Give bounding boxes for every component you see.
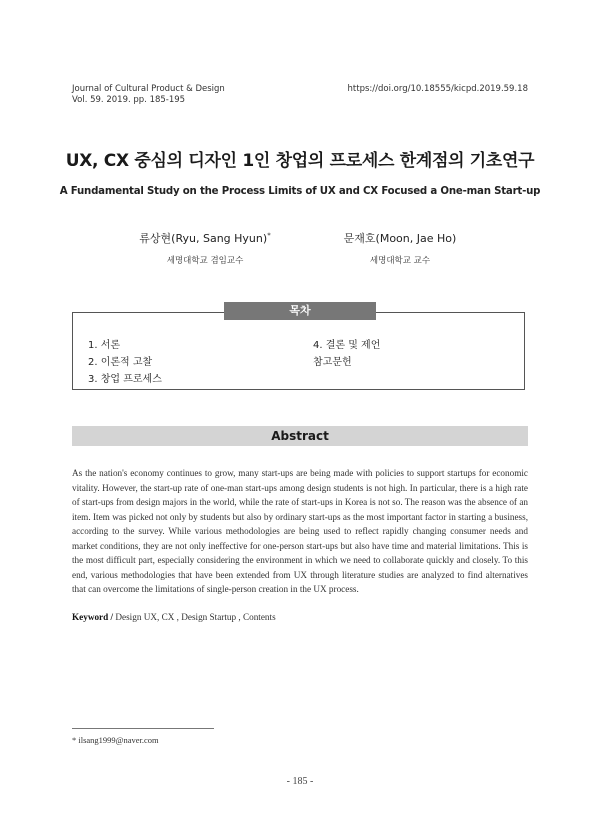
author-1-affiliation: 세명대학교 겸임교수 (166, 256, 244, 266)
paper-title-korean: UX, CX 중심의 디자인 1인 창업의 프로세스 한계점의 기초연구 (65, 151, 535, 171)
author-1-mark: * (267, 231, 271, 240)
toc-item-introduction: 1. 서론 (88, 340, 121, 351)
paper-title-english: A Fundamental Study on the Process Limits of UX and CX Focused a One-man Start-up (59, 186, 541, 197)
journal-volume: Vol. 59. 2019. pp. 185-195 (72, 95, 186, 105)
journal-header (72, 84, 225, 106)
toc-item-theory: 2. 이론적 고찰 (88, 357, 153, 368)
author-2 (315, 230, 485, 266)
keyword-line (72, 612, 528, 622)
footnote-email: * ilsang1999@naver.com (72, 735, 159, 745)
abstract-text: As the nation's economy continues to grow, many start-ups are being made with policies to support startups for economic vitality. However, the start-up rate of one-man start-ups among design students is not high. In particular, there is a high rate of start-ups from design majors in the world, while the rate of start-ups in Korea is not so. The reason was the absence of an item. Item was picked not only by students but also by ordinary start-ups as the most important factor in starting a business, according to the survey. While various methodologies are being used to reflect rapidly changing consumer needs and market conditions, they are not only ineffective for one-person start-ups but also have time and material limitations. This is the most difficult part, especially considering the environment in which we need to collaborate quickly and closely. To this end, various methodologies that have been extended from UX through literature studies are analyzed to find alternatives that can overcome the limitations of single-person creation in the UX process. (72, 468, 528, 594)
author-1-name: 류상현(Ryu, Sang Hyun)* (139, 231, 271, 245)
footnote-divider (72, 728, 214, 729)
journal-name: Journal of Cultural Product & Design (72, 84, 225, 94)
table-of-contents-label: 목차 (224, 302, 376, 320)
author-2-affiliation: 세명대학교 교수 (369, 256, 431, 266)
doi-link[interactable]: https://doi.org/10.18555/kicpd.2019.59.18 (347, 84, 528, 94)
toc-item-process: 3. 창업 프로세스 (88, 374, 162, 385)
page-number: - 185 - (286, 776, 314, 787)
keyword-text: Design UX, CX , Design Startup , Contents (115, 612, 276, 622)
keyword-label: Keyword / (72, 612, 114, 622)
toc-item-references: 참고문헌 (313, 357, 352, 368)
abstract-heading: Abstract (72, 426, 528, 446)
author-2-name: 문재호(Moon, Jae Ho) (343, 232, 457, 245)
author-1 (120, 230, 290, 266)
toc-item-conclusion: 4. 결론 및 제언 (313, 340, 381, 351)
